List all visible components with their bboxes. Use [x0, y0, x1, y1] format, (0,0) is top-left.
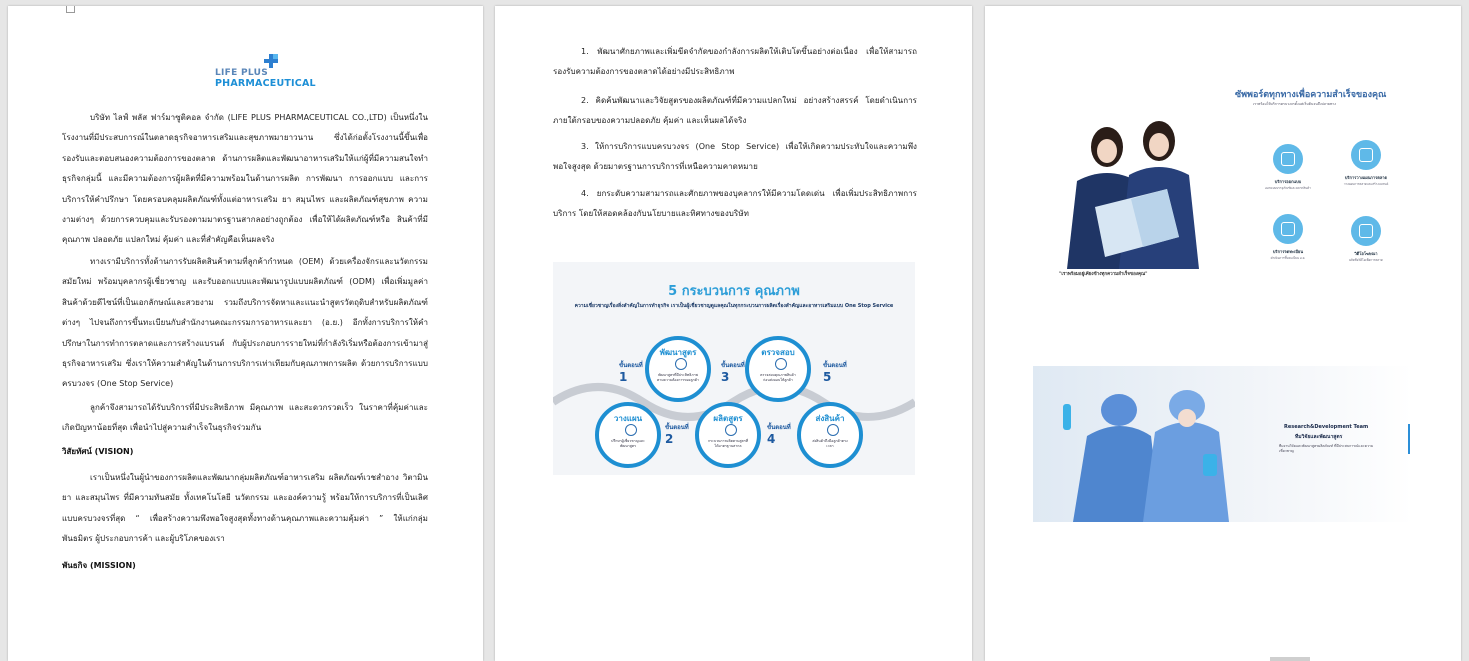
research-team-title: Research&Development Team: [1284, 424, 1369, 430]
process-step-2: [595, 402, 661, 468]
step-5-label: ขั้นตอนที่ 5: [823, 362, 847, 384]
thumbs-up-icon: [775, 358, 787, 370]
intro-paragraph: บริษัท ไลฟ์ พลัส ฟาร์มาซูติคอล จำกัด (LIFE PLUS PHARMACEUTICAL CO.,LTD) เป็นหนึ่งในโรงงานที่มีประสบการณ์ในตลาดธุรกิจอาหารเสริมและสุขภาพมายาวนาน ซึ่งได้ก่อตั้งโรงงานนี้ขึ้นเพื่อรองรับและตอบสนองความต้องการของตลาด ด้านการผลิตและพัฒนาอาหารเสริมให้แก่ผู้ที่มีความสนใจทำธุรกิจกลุ่มนี้ และมีความต้องการผู้ผลิตที่มีความพร้อมในด้านการผลิต การพัฒนา การออกแบบ และการบริการให้คำปรึกษา โดยครอบคลุมผลิตภัณฑ์ทั้งแต่อาหารเสริม ยา สมุนไพร และผลิตภัณฑ์สุขภาพ ความงามต่างๆ ด้วยการควบคุมและรับรองตามมาตรฐานสากลอย่างถูกต้อง เพื่อให้ได้ผลิตภัณฑ์หรือ สินค้าที่มีคุณภาพ ปลอดภัย แปลกใหม่ คุ้มค่า และที่สำคัญคือเห็นผลจริง: [62, 113, 428, 245]
step-1-desc: พัฒนาสูตรที่มีประสิทธิภาพตามความต้องการของลูกค้า: [657, 373, 699, 382]
process-step-1: [645, 336, 711, 402]
process-step-3: [695, 402, 761, 468]
service-design: [1253, 144, 1323, 190]
service-marketing: [1331, 140, 1401, 186]
lab-scientists-photo: [1043, 376, 1243, 522]
step-2-desc: ปรึกษาผู้เชี่ยวชาญและพัฒนาสูตร: [611, 439, 645, 448]
service-registration-desc: ดำเนินการขึ้นทะเบียน อ.ย.: [1270, 256, 1306, 260]
services-paragraph: ทางเรามีบริการทั้งด้านการรับผลิตสินค้าตามที่ลูกค้ากำหนด (OEM) ด้วยเครื่องจักรและนวัตกรรมสมัยใหม่ พร้อมบุคลากรผู้เชี่ยวชาญ และรับออกแบบและพัฒนารูปแบบผลิตภัณฑ์ (ODM) เพื่อเพิ่มมูลค่าสินค้าด้วยดีไซน์ที่เป็นเอกลักษณ์และสวยงาม รวมถึงบริการจัดหาและแนะนำสูตรวัตถุดิบสำหรับผลิตภัณฑ์ต่างๆ ไปจนถึงการขึ้นทะเบียนกับสำนักงานคณะกรรมการอาหารและยา (อ.ย.) อีกทั้งการบริการให้คำปรึกษาในการทำการตลาดและการสร้างแบรนด์ กับผู้ประกอบการรายใหม่ที่กำลังริเริ่มหรือต้องการเข้ามาสู่ธุรกิจอาหารเสริม ซึ่งเราให้ความสำคัญในด้านการบริการเท่าเทียมกับคุณภาพการผลิต ด้วยการบริการแบบครบวงจร (One Stop Service): [62, 257, 428, 389]
process-step-4: [745, 336, 811, 402]
step-2-label: ขั้นตอนที่ 2: [665, 424, 689, 446]
service-video-desc: ผลิตสื่อวิดีโอเพื่อการตลาด: [1349, 258, 1383, 262]
process-step-5: [797, 402, 863, 468]
service-marketing-desc: วางแผนการตลาดและสร้างแบรนด์: [1343, 182, 1389, 186]
mission-item-2: 2. คิดค้นพัฒนาและวิจัยสูตรของผลิตภัณฑ์ที่มีความแปลกใหม่ อย่างสร้างสรรค์ โดยดำเนินการภายใต้กรอบของความปลอดภัย คุ้มค่า และเห็นผลได้จริง: [553, 96, 917, 126]
chart-icon: [1281, 222, 1295, 236]
mission-heading: พันธกิจ (MISSION): [62, 561, 136, 570]
accent-bar: [1408, 424, 1410, 454]
mission-item-4: 4. ยกระดับความสามารถและศักยภาพของบุคลากรให้มีความโดดเด่น เพื่อเพิ่มประสิทธิภาพการบริการ โดยให้สอดคล้องกับนโยบายและทิศทางของบริษัท: [553, 189, 917, 219]
document-page-2: [495, 6, 972, 661]
step-1-label: ขั้นตอนที่ 1: [619, 362, 643, 384]
person-icon: [625, 424, 637, 436]
camera-icon: [1281, 152, 1295, 166]
magnifier-icon: [675, 358, 687, 370]
logo-line-2: PHARMACEUTICAL: [215, 78, 316, 89]
plus-cross-icon: [264, 54, 278, 68]
rocket-icon: [827, 424, 839, 436]
hand-gear-icon: [1359, 148, 1373, 162]
support-banner-caption: "เราพร้อมอยู่เคียงข้างทุกความสำเร็จของคุณ": [1059, 272, 1148, 277]
vision-heading: วิสัยทัศน์ (VISION): [62, 447, 134, 456]
step-4-name: ตรวจสอบ: [761, 348, 795, 357]
service-registration-name: บริการจดทะเบียน: [1272, 249, 1304, 254]
support-banner-subtitle: เราพร้อมให้บริการครบวงจรตั้งแต่เริ่มต้นจนถึงปลายทาง: [1253, 102, 1336, 106]
benefit-paragraph: ลูกค้าจึงสามารถได้รับบริการที่มีประสิทธิภาพ มีคุณภาพ และสะดวกรวดเร็ว ในราคาที่คุ้มค่าและเกิดปัญหาน้อยที่สุด เพื่อนำไปสู่ความสำเร็จในธุรกิจร่วมกัน: [62, 403, 428, 433]
service-design-name: บริการออกแบบ: [1274, 179, 1302, 184]
support-banner: [1035, 74, 1417, 290]
logo-line-1: LIFE PLUS: [215, 68, 269, 78]
support-banner-title: ซัพพอร์ตทุกทางเพื่อความสำเร็จของคุณ: [1235, 90, 1387, 100]
step-3-label: ขั้นตอนที่ 3: [721, 362, 745, 384]
step-4-desc: ตรวจสอบคุณภาพสินค้าก่อนส่งมอบให้ลูกค้า: [760, 373, 796, 382]
video-icon: [1359, 224, 1373, 238]
step-5-desc: ส่งสินค้าถึงมือลูกค้าตรงเวลา: [812, 439, 848, 448]
infographic-title: 5 กระบวนการ คุณภาพ: [668, 284, 800, 299]
service-video-name: วิดีโอโฆษณา: [1354, 251, 1378, 256]
mission-item-1: 1. พัฒนาศักยภาพและเพิ่มขีดจำกัดของกำลังการผลิตให้เติบโตขึ้นอย่างต่อเนื่อง เพื่อให้สามารถรองรับความต้องการของตลาดได้อย่างมีประสิทธิภาพ: [553, 47, 917, 77]
step-3-name: ผลิตสูตร: [713, 414, 743, 423]
step-4-label: ขั้นตอนที่ 4: [767, 424, 791, 446]
step-1-name: พัฒนาสูตร: [659, 348, 697, 357]
service-video: [1331, 216, 1401, 262]
quality-process-infographic: [553, 262, 915, 475]
document-page-1: [8, 6, 483, 661]
company-logo: [215, 54, 315, 90]
research-team-banner: [1033, 366, 1413, 522]
service-marketing-name: บริการวางแผนการตลาด: [1344, 175, 1388, 180]
step-2-name: วางแผน: [613, 414, 643, 423]
research-team-subtitle: ทีมวิจัยและพัฒนาสูตร: [1295, 434, 1343, 440]
service-registration: [1253, 214, 1323, 260]
page-corner-marker: [66, 6, 75, 13]
scroll-indicator[interactable]: [1270, 657, 1310, 661]
business-women-photo: [1047, 119, 1217, 269]
step-5-name: ส่งสินค้า: [815, 414, 845, 423]
infographic-subtitle: ความเชี่ยวชาญเรื่องสิ่งสำคัญในการทำธุรกิจ เราเป็นผู้เชี่ยวชาญดูแลคุณในทุกกระบวนการผลิตเรื่องสำคัญและอาหารเสริมแบบ One Stop Service: [574, 303, 894, 309]
vision-paragraph: เราเป็นหนึ่งในผู้นำของการผลิตและพัฒนากลุ่มผลิตภัณฑ์อาหารเสริม ผลิตภัณฑ์เวชสำอาง วิตามิน ยา และสมุนไพร ที่มีความทันสมัย ทั้งเทคโนโลยี นวัตกรรม และองค์ความรู้ พร้อมให้การบริการที่เป็นเลิศแบบครบวงจรที่สุด “ เพื่อสร้างความพึงพอใจสูงสุดทั้งทางด้านคุณภาพและความคุ้มค่า ” ให้แก่กลุ่มพันธมิตร ผู้ประกอบการค้า และผู้บริโภคของเรา: [62, 473, 428, 544]
step-3-desc: กระบวนการผลิตตามสูตรที่ได้มาตรฐานสากล: [707, 439, 749, 448]
service-design-desc: ออกแบบบรรจุภัณฑ์และฉลากสินค้า: [1265, 186, 1311, 190]
document-page-3: [985, 6, 1461, 661]
gear-icon: [725, 424, 737, 436]
mission-item-3: 3. ให้การบริการแบบครบวงจร (One Stop Service) เพื่อให้เกิดความประทับใจและความพึงพอใจสูงสุด ด้วยมาตรฐานการบริการที่เหนือความคาดหมาย: [553, 142, 917, 172]
research-team-desc: ทีมงานวิจัยและพัฒนาสูตรผลิตภัณฑ์ ที่มีประสบการณ์และความเชี่ยวชาญ: [1279, 444, 1374, 453]
